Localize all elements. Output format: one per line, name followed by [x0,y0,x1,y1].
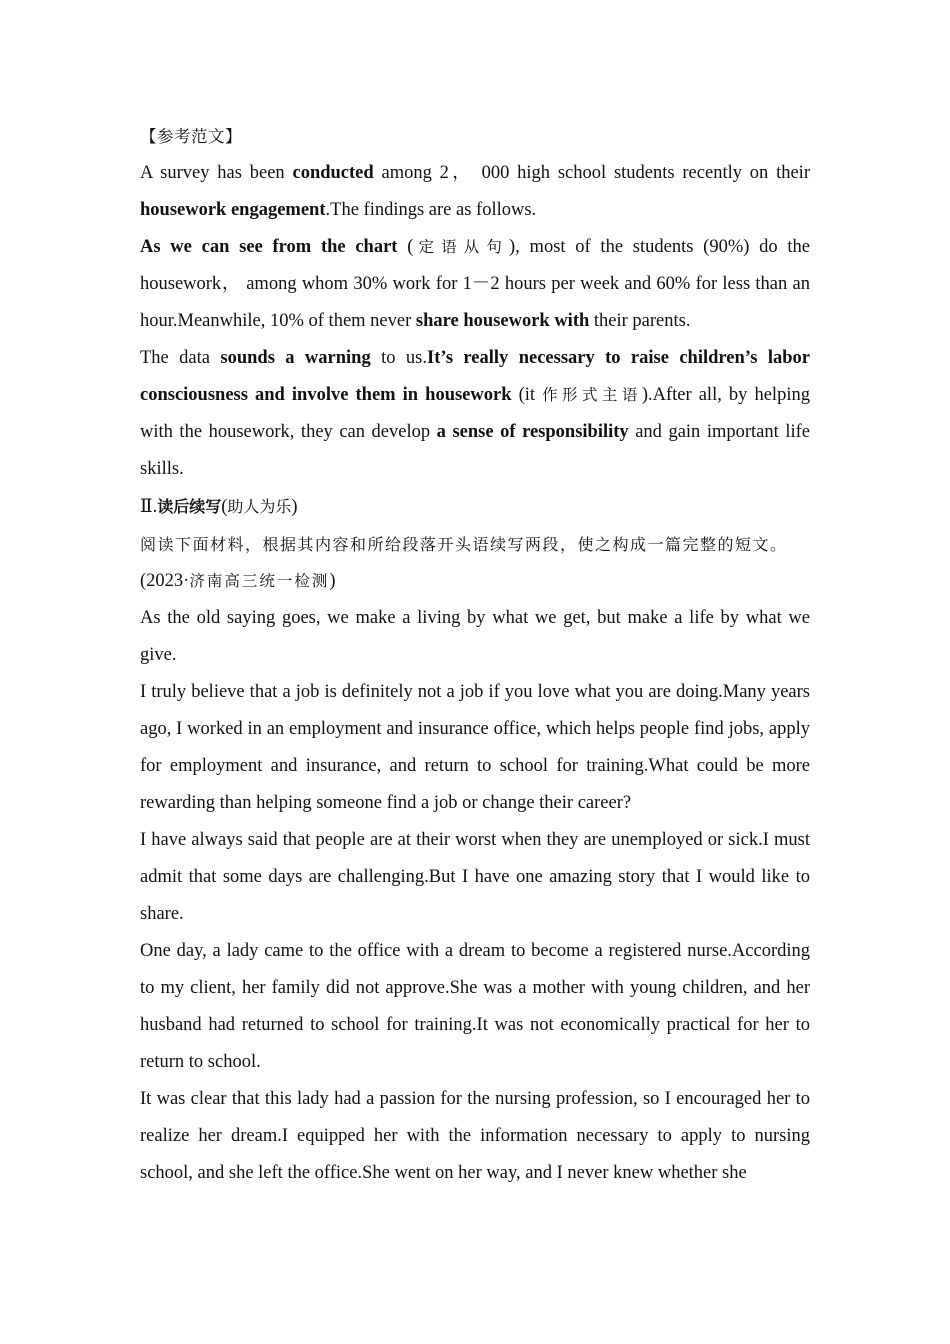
essay-paragraph-3 [140,340,810,488]
key-phrase: housework engagement [140,200,326,220]
section-2-heading [140,488,810,526]
story-paragraph-4: One day, a lady came to the office with a dream to become a registered nurse.According to my client, her family did not approve.She was a mother with young children, and her husband had returned to school for training.It was not economically practical for her to return to school. [140,941,810,1072]
key-phrase: It’s really necessary to raise children’s labor consciousness and involve them in housework [140,348,810,405]
text: A survey has been [140,163,293,183]
text: ( [221,497,228,517]
essay-paragraph-1 [140,155,810,229]
story-paragraph-2: I truly believe that a job is definitely not a job if you love what you are doing.Many years ago, I worked in an employment and insurance office, which helps people find jobs, apply for employment and insurance, and return to school for training.What could be more rewarding than helping someone find a job or change their career? [140,682,810,813]
task-instruction: 阅读下面材料，根据其内容和所给段落开头语续写两段，使之构成一篇完整的短文。 [140,535,788,554]
document-page [140,118,810,1192]
key-phrase: a sense of responsibility [436,422,629,442]
grammar-note: 作形式主语 [542,386,642,404]
text: ).After all, by helping with the housework, they can develop [140,385,810,442]
key-phrase: conducted [292,163,374,183]
text: ( [397,237,414,257]
text: ) [329,571,336,591]
text: among 2， 000 high school students recently on their [373,163,810,183]
text: (2023· [140,571,190,591]
exam-source [140,563,810,600]
reference-essay-heading: 【参考范文】 [140,127,242,146]
text: (it [511,385,543,405]
text: their parents. [589,311,691,331]
key-phrase: sounds a warning [220,348,371,368]
section-subtitle: 助人为乐 [227,497,292,516]
text: ) [291,497,298,517]
text: The data [140,348,221,368]
story-paragraph-5: It was clear that this lady had a passion for the nursing profession, so I encouraged her to realize her dream.I equipped her with the information necessary to apply to nursing school, and she left the office.She went on her way, and I never knew whether she [140,1089,810,1183]
story-paragraph-1: As the old saying goes, we make a living by what we get, but make a life by what we give. [140,608,810,665]
text: to us. [370,348,427,368]
section-title: 读后续写 [157,497,222,516]
text: .The findings are as follows. [325,200,537,220]
text: ), most of the students (90%) do the housework， among whom 30% work for 1－2 hours per week and 60% for less than an hour.Meanwhile, 10% of them never [140,237,810,331]
key-phrase: As we can see from the chart [140,237,398,257]
section-numeral: Ⅱ. [140,497,158,517]
key-phrase: share housework with [415,311,590,331]
grammar-note: 定语从句 [413,238,510,256]
source-name: 济南高三统一检测 [189,572,330,590]
essay-paragraph-2 [140,229,810,340]
text: and gain important life skills. [140,422,810,479]
story-paragraph-3: I have always said that people are at their worst when they are unemployed or sick.I must admit that some days are challenging.But I have one amazing story that I would like to share. [140,830,810,924]
